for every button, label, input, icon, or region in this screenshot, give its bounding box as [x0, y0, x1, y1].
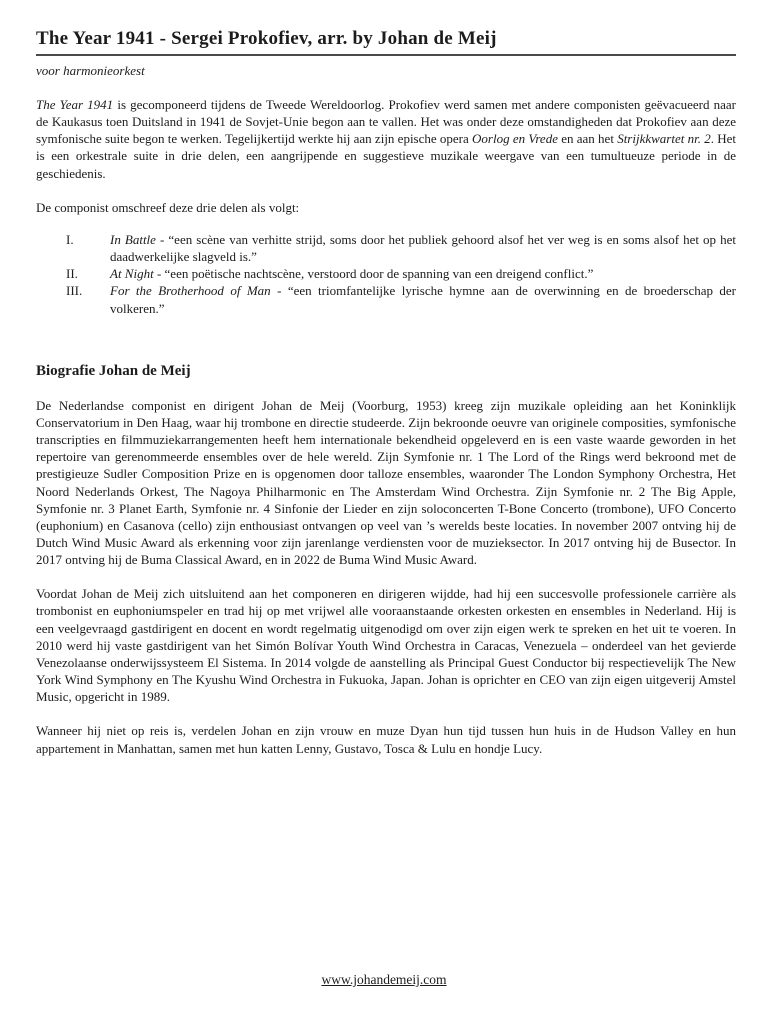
page-footer: [0, 972, 768, 988]
intro-paragraph: The Year 1941 is gecomponeerd tijdens de Tweede Wereldoorlog. Prokofiev werd samen met andere componisten geëvacueerd naar de Kaukasus toen Duitsland in 1941 de Sovjet-Unie begon aan te vallen. Het was onder deze omstandigheden dat Prokofiev aan deze symfonische suite begon te werken. Tegelijkertijd werkte hij aan zijn epische opera Oorlog en Vrede en aan het Strijkkwartet nr. 2. Het is een orkestrale suite in drie delen, een aangrijpende en suggestieve muzikale weergave van een tumultueuze periode in de geschiedenis.: [36, 97, 736, 181]
movement-description: - “een triomfantelijke lyrische hymne aan de overwinning en de broederschap der volkeren.”: [110, 283, 736, 316]
movement-text: [110, 231, 736, 265]
document-header: [36, 28, 736, 79]
biography-heading: Biografie Johan de Meij: [36, 362, 191, 379]
movement-text: [110, 282, 736, 316]
movement-text: [110, 265, 736, 282]
movement-item-3: [66, 282, 736, 316]
biography-paragraph-2: Voordat Johan de Meij zich uitsluitend aan het componeren en dirigeren wijdde, had hij een succesvolle professionele carrière als trombonist en euphoniumspeler en trad hij op met vrijwel alle vooraanstaande orkesten orkesten en ensembles in Nederland. Hij is een veelgevraagd gastdirigent en docent en wordt regelmatig uitgenodigd om over zijn eigen werk te spreken en het uit te voeren. In 2010 werd hij vaste gastdirigent van het Simón Bolívar Youth Wind Orchestra in Caracas, Venezuela – onderdeel van het gevierde Venezolaanse onderwijssysteem El Sistema. In 2014 volgde de aanstelling als Principal Guest Conductor bij respectievelijk The New York Wind Symphony en The Kyushu Wind Orchestra in Fukuoka, Japan. Johan is oprichter en CEO van zijn eigen uitgeverij Amstel Music, opgericht in 1989.: [36, 586, 736, 705]
movement-description: - “een poëtische nachtscène, verstoord door de spanning van een dreigend conflict.”: [153, 266, 594, 282]
movement-title: In Battle: [110, 231, 156, 247]
movement-numeral: II.: [66, 266, 78, 282]
movement-item-1: [66, 231, 736, 265]
biography-paragraph-3: Wanneer hij niet op reis is, verdelen Johan en zijn vrouw en muze Dyan hun tijd tussen hun huis in de Hudson Valley en hun appartement in Manhattan, samen met hun katten Lenny, Gustavo, Tosca & Lulu en hondje Lucy.: [36, 723, 736, 756]
movement-numeral: I.: [66, 231, 74, 247]
movements-intro: De componist omschreef deze drie delen als volgt:: [36, 199, 300, 215]
movements-list: [36, 231, 736, 317]
website-link[interactable]: www.johandemeij.com: [321, 972, 447, 987]
movement-title: For the Brotherhood of Man: [110, 283, 271, 299]
biography-paragraph-1: De Nederlandse componist en dirigent Johan de Meij (Voorburg, 1953) kreeg zijn muzikale opleiding aan het Koninklijk Conservatorium in Den Haag, waar hij trombone en directie studeerde. Zijn bekroonde oeuvre van originele composities, symfonische transcripties en filmmuziekarrangementen heeft hem internationale bekendheid opgeleverd en is een vaste waarde geworden in het repertoire van gerenommeerde ensembles over de hele wereld. Zijn Symfonie nr. 1 The Lord of the Rings werd bekroond met de prestigieuze Sudler Composition Prize en is opgenomen door talloze ensembles, waaronder The London Symphony Orchestra, Het Noord Nederlands Orkest, The Nagoya Philharmonic en The Amsterdam Wind Orchestra. Zijn Symfonie nr. 2 The Big Apple, Symfonie nr. 3 Planet Earth, Symfonie nr. 4 Sinfonie der Lieder en zijn soloconcerten T-Bone Concerto (trombone), UFO Concerto (euphonium) en Casanova (cello) zijn enthousiast ontvangen op veel van ’s werelds beste locaties. In november 2007 ontving hij de Dutch Wind Music Award als erkenning voor zijn jarenlange verdiensten voor de muzieksector. In 2017 ontving hij de Busector. In 2017 ontving hij de Buma Classical Award, en in 2022 de Buma Wind Music Award.: [36, 397, 736, 568]
movement-title: At Night: [110, 266, 154, 282]
page-title: The Year 1941 - Sergei Prokofiev, arr. by Johan de Meij: [36, 28, 736, 56]
movement-item-2: [66, 265, 736, 282]
movement-numeral: III.: [66, 283, 83, 299]
page-subtitle: voor harmonieorkest: [36, 63, 145, 78]
movement-description: - “een scène van verhitte strijd, soms door het publiek gehoord alsof het ver weg is en soms alsof het op het daadwerkelijke slagveld is.”: [110, 231, 736, 265]
